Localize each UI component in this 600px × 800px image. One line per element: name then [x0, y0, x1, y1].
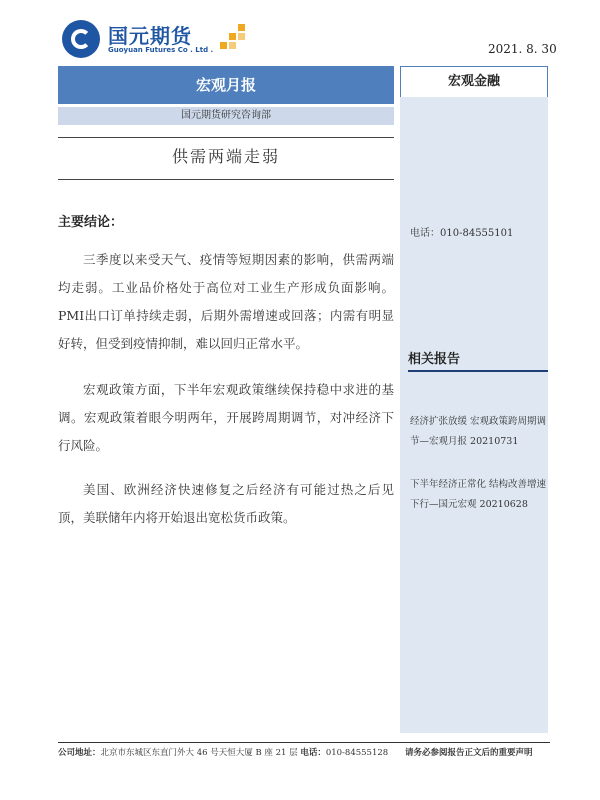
company-logo — [62, 18, 252, 60]
conclusion-paragraph-2: 宏观政策方面，下半年宏观政策继续保持稳中求进的基调。宏观政策着眼今明两年，开展跨周期调节，对冲经济下行风险。 — [58, 382, 394, 453]
related-reports-rule — [408, 370, 548, 372]
category-label: 宏观金融 — [447, 74, 500, 89]
department-label: 国元期货研究咨询部 — [181, 110, 271, 121]
related-report-item[interactable]: 下半年经济正常化 结构改善增速下行—国元宏观 20210628 — [410, 479, 547, 510]
footer-rule — [58, 742, 550, 743]
footer-address: 北京市东城区东直门外大 46 号天恒大厦 B 座 21 层 — [100, 748, 298, 758]
logo-emblem-icon — [62, 20, 100, 58]
footer-address-label: 公司地址： — [58, 748, 101, 758]
conclusion-paragraph-3: 美国、欧洲经济快速修复之后经济有可能过热之后见顶，美联储年内将开始退出宽松货币政策。 — [58, 482, 394, 525]
related-report-item[interactable]: 经济扩张放缓 宏观政策跨周期调节—宏观月报 20210731 — [410, 416, 547, 447]
title-bottom-rule — [58, 179, 394, 180]
page-title: 供需两端走弱 — [171, 147, 280, 166]
footer-disclaimer: 请务必参阅报告正文后的重要声明 — [405, 748, 533, 758]
contact-phone: 电话：010-84555101 — [410, 228, 514, 239]
logo-square-pattern-icon — [220, 24, 250, 54]
report-date: 2021. 8. 30 — [488, 42, 557, 56]
conclusion-heading: 主要结论： — [58, 215, 124, 230]
footer-phone: 010-84555128 — [325, 748, 389, 758]
logo-chinese-name: 国元期货 — [108, 24, 192, 48]
logo-english-name: Guoyuan Futures Co . Ltd . — [108, 46, 214, 54]
title-top-rule — [58, 137, 394, 138]
related-reports-heading: 相关报告 — [408, 352, 461, 367]
footer — [58, 746, 550, 758]
footer-phone-label: 电话： — [300, 748, 326, 758]
conclusion-paragraph-1: 三季度以来受天气、疫情等短期因素的影响，供需两端均走弱。工业品价格处于高位对工业生产形成负面影响。PMI出口订单持续走弱，后期外需增速或回落；内需有明显好转，但受到疫情抑制，难以回归正常水平。 — [58, 252, 394, 351]
report-type-label: 宏观月报 — [195, 76, 256, 94]
